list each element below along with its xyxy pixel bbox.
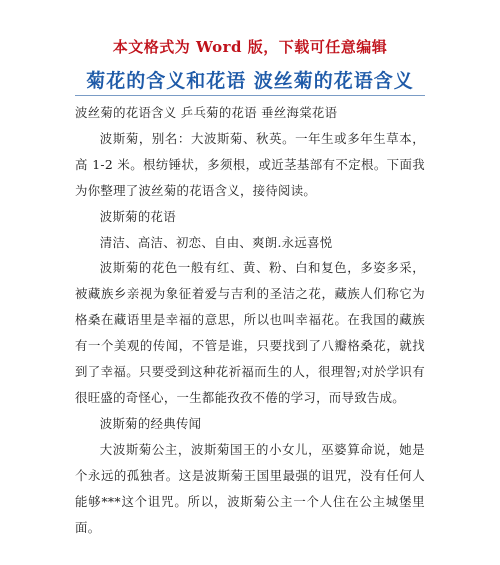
paragraph-meanings-list: 清洁、高洁、初恋、自由、爽朗.永远喜悦: [99, 234, 333, 250]
paragraph-intro: 波斯菊，别名：大波斯菊、秋英。一年生或多年生草本，高 1-2 米。根纺锤状，多须根，或近茎基部有不定根。下面我为你整理了波丝菊的花语含义，接待阅读。: [75, 130, 425, 198]
title-divider: [75, 95, 425, 96]
paragraph-flower-colors: 波斯菊的花色一般有红、黄、粉、白和复色，多姿多采，被藏族乡亲视为象征着爱与吉利的圣洁之花，藏族人们称它为格桑在藏语里是幸福的意思，所以也叫幸福花。在我国的藏族有一个美观的传闻，不管是谁，只要找到了八瓣格桑花，就找到了幸福。只要受到这种花祈福而生的人，很理智;对於学识有很旺盛的奇怪心，一生都能孜孜不倦的学习，而导致告成。: [75, 260, 425, 405]
document-title: 菊花的含义和花语 波丝菊的花语含义: [86, 70, 414, 92]
section-heading-meaning: 波斯菊的花语: [99, 208, 176, 224]
paragraph-legend: 大波斯菊公主，波斯菊国王的小女儿，巫婆算命说，她是个永远的孤独者。这是波斯菊王国里最强的诅咒，没有任何人能够***这个诅咒。所以，波斯菊公主一个人住在公主城堡里面。: [75, 441, 425, 535]
paragraph-subtitle: 波丝菊的花语含义 乒乓菊的花语 垂丝海棠花语: [75, 105, 338, 120]
section-heading-legend: 波斯菊的经典传闻: [99, 415, 202, 431]
document-body: [75, 100, 425, 540]
banner-notice: 本文格式为 Word 版，下载可任意编辑: [112, 38, 388, 56]
